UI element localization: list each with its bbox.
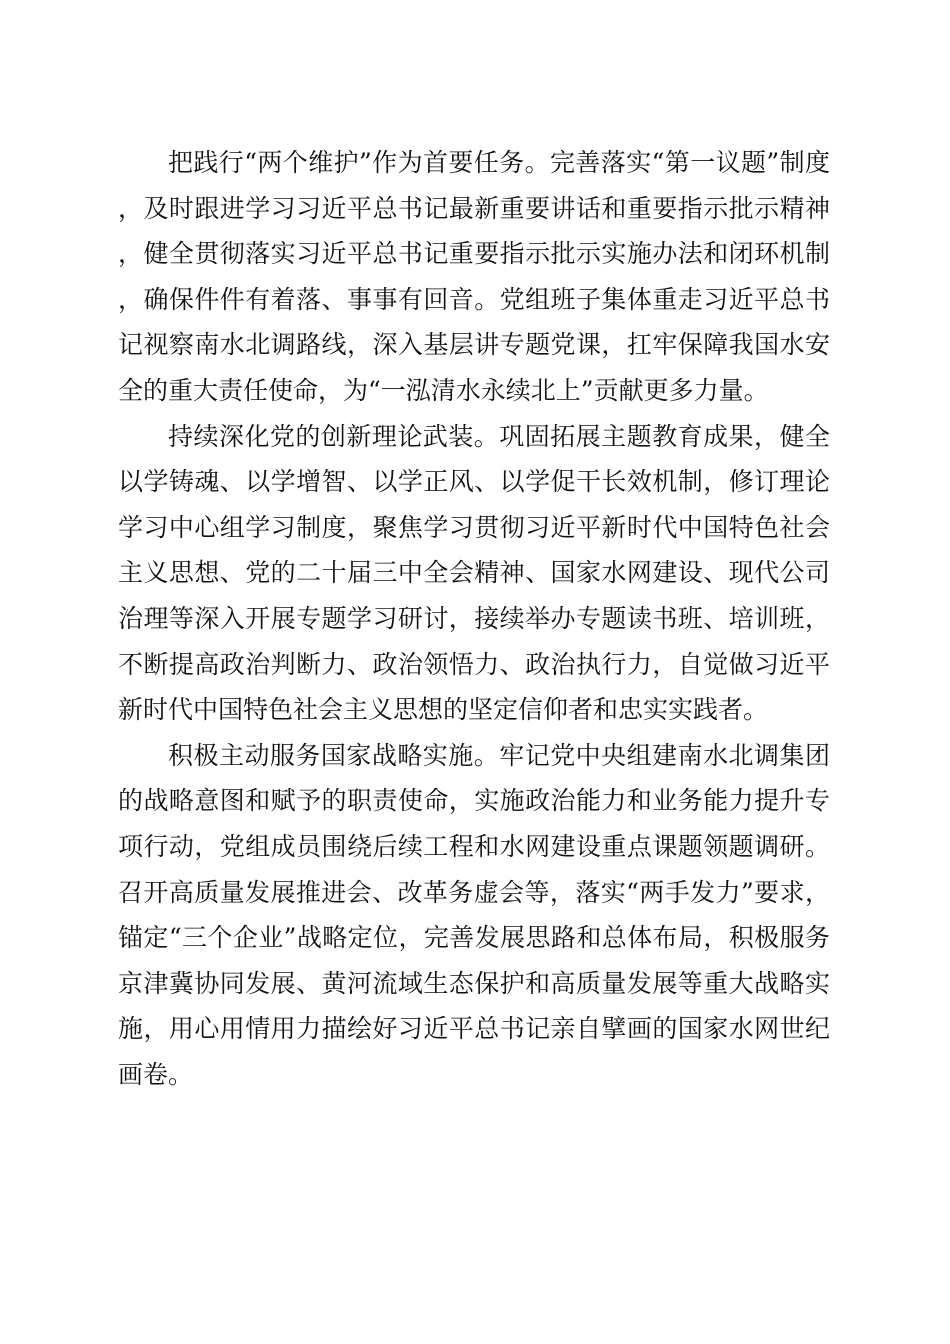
paragraph-national-strategy: 积极主动服务国家战略实施。牢记党中央组建南水北调集团的战略意图和赋予的职责使命，实施政治能力和业务能力提升专项行动，党组成员围绕后续工程和水网建设重点课题领题调研。召开高质量发展推进会、改革务虚会等，落实“两手发力”要求，锚定“三个企业”战略定位，完善发展思路和总体布局，积极服务京津冀协同发展、黄河流域生态保护和高质量发展等重大战略实施，用心用情用力描绘好习近平总书记亲自擘画的国家水网世纪画卷。 — [118, 740, 830, 1089]
paragraph-theory-study: 持续深化党的创新理论武装。巩固拓展主题教育成果，健全以学铸魂、以学增智、以学正风、以学促干长效机制，修订理论学习中心组学习制度，聚焦学习贯彻习近平新时代中国特色社会主义思想、党的二十届三中全会精神、国家水网建设、现代公司治理等深入开展专题学习研讨，接续举办专题读书班、培训班，不断提高政治判断力、政治领悟力、政治执行力，自觉做习近平新时代中国特色社会主义思想的坚定信仰者和忠实实践者。 — [118, 421, 830, 725]
paragraph-two-safeguards: 把践行“两个维护”作为首要任务。完善落实“第一议题”制度，及时跟进学习习近平总书记最新重要讲话和重要指示批示精神，健全贯彻落实习近平总书记重要指示批示实施办法和闭环机制，确保件件有着落、事事有回音。党组班子集体重走习近平总书记视察南水北调路线，深入基层讲专题党课，扛牢保障我国水安全的重大责任使命，为“一泓清水永续北上”贡献更多力量。 — [118, 148, 830, 405]
document-body — [118, 140, 830, 1097]
